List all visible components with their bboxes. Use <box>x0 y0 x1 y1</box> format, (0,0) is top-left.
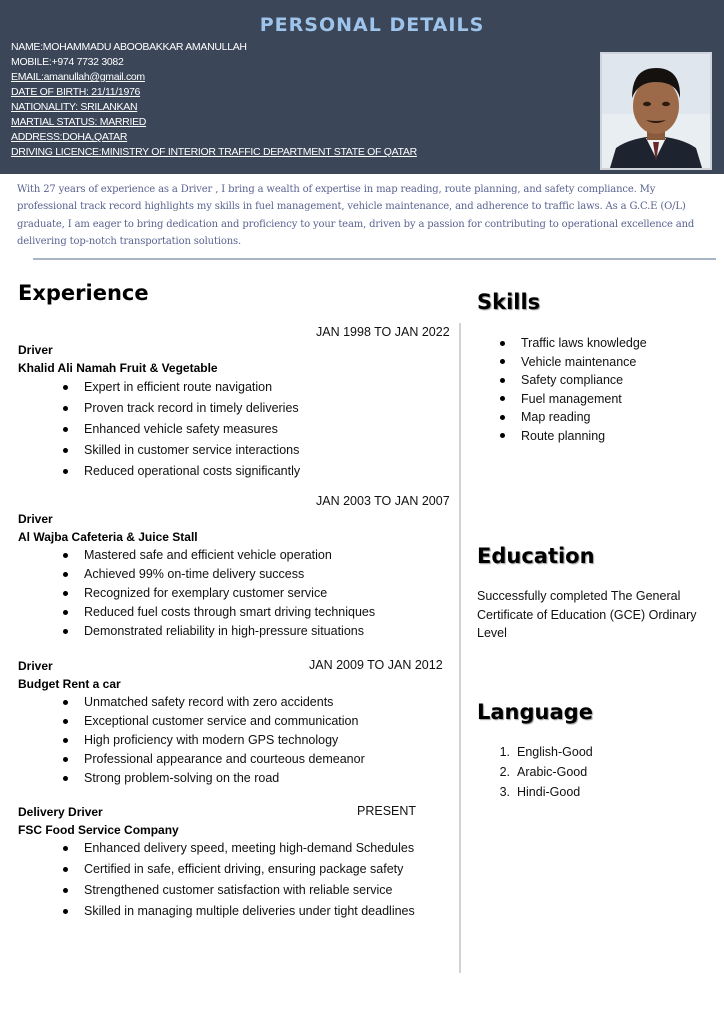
job-company: Budget Rent a car <box>18 677 121 691</box>
list-item: Map reading <box>499 408 647 427</box>
job-date: JAN 1998 TO JAN 2022 <box>316 325 450 339</box>
list-item: Fuel management <box>499 390 647 409</box>
list-item <box>488 782 593 802</box>
language-label: English-Good <box>517 745 593 759</box>
job-title: Driver <box>18 512 53 526</box>
list-item: Certified in safe, efficient driving, ensuring package safety <box>62 859 415 880</box>
language-label: Arabic-Good <box>517 765 588 779</box>
list-item: Enhanced vehicle safety measures <box>62 419 300 440</box>
list-item: Achieved 99% on-time delivery success <box>62 565 375 584</box>
list-item: Skilled in customer service interactions <box>62 440 300 461</box>
info-mobile: MOBILE:+974 7732 3082 <box>11 56 124 68</box>
list-item: Route planning <box>499 427 647 446</box>
job-date: JAN 2003 TO JAN 2007 <box>316 494 450 508</box>
list-item: Strong problem-solving on the road <box>62 769 365 788</box>
summary-divider <box>33 258 716 260</box>
job-bullets <box>62 546 375 641</box>
job-title: Delivery Driver <box>18 805 103 819</box>
job-bullets <box>62 377 300 482</box>
list-item: High proficiency with modern GPS technology <box>62 731 365 750</box>
skills-list <box>499 334 647 445</box>
job-title: Driver <box>18 343 53 357</box>
list-item: Mastered safe and efficient vehicle operation <box>62 546 375 565</box>
job-bullets <box>62 838 415 922</box>
list-item <box>488 762 593 782</box>
education-heading: Education <box>477 544 595 568</box>
job-company: FSC Food Service Company <box>18 823 179 837</box>
job-date: PRESENT <box>357 804 417 818</box>
info-nationality: NATIONALITY: SRILANKAN <box>11 101 138 113</box>
language-heading: Language <box>477 700 593 724</box>
list-item: Proven track record in timely deliveries <box>62 398 300 419</box>
column-divider <box>459 323 461 973</box>
list-item: Strengthened customer satisfaction with reliable service <box>62 880 415 901</box>
job-title: Driver <box>18 659 53 673</box>
list-number: 3. <box>499 785 510 799</box>
profile-photo <box>600 52 712 170</box>
info-name: NAME:MOHAMMADU ABOOBAKKAR AMANULLAH <box>11 41 247 53</box>
job-company: Khalid Ali Namah Fruit & Vegetable <box>18 361 218 375</box>
list-item: Skilled in managing multiple deliveries under tight deadlines <box>62 901 415 922</box>
experience-heading: Experience <box>18 281 149 305</box>
list-item: Reduced fuel costs through smart driving techniques <box>62 603 375 622</box>
list-item: Unmatched safety record with zero accidents <box>62 693 365 712</box>
list-item: Traffic laws knowledge <box>499 334 647 353</box>
list-item: Safety compliance <box>499 371 647 390</box>
info-date-of-birth: DATE OF BIRTH: 21/11/1976 <box>11 86 141 98</box>
info-marital-status: MARTIAL STATUS: MARRIED <box>11 116 147 128</box>
info-email[interactable]: EMAIL:amanullah@gmail.com <box>11 71 145 83</box>
person-portrait-icon <box>602 54 710 168</box>
list-number: 2. <box>499 765 510 779</box>
list-item <box>488 742 593 762</box>
list-number: 1. <box>499 745 510 759</box>
job-date: JAN 2009 TO JAN 2012 <box>309 658 443 672</box>
list-item: Professional appearance and courteous demeanor <box>62 750 365 769</box>
list-item: Expert in efficient route navigation <box>62 377 300 398</box>
list-item: Vehicle maintenance <box>499 353 647 372</box>
language-label: Hindi-Good <box>517 785 581 799</box>
job-bullets <box>62 693 365 788</box>
skills-heading: Skills <box>477 290 541 314</box>
professional-summary: With 27 years of experience as a Driver , I bring a wealth of expertise in map reading, route planning, and safety compliance. My professional track record highlights my skills in fuel management, vehicle maintenance, and adherence to traffic laws. As a G.C.E (O/L) graduate, I am eager to bring dedication and proficiency to your team, driven by a passion for contributing to operational excellence and delivering top-notch transportation solutions. <box>17 184 695 247</box>
personal-details-header <box>0 0 724 174</box>
info-address: ADDRESS:DOHA,QATAR <box>11 131 128 143</box>
language-list <box>488 742 593 802</box>
header-title: PERSONAL DETAILS <box>259 14 485 36</box>
personal-info-list <box>11 40 417 160</box>
info-driving-licence: DRIVING LICENCE:MINISTRY OF INTERIOR TRAFFIC DEPARTMENT STATE OF QATAR <box>11 146 417 158</box>
list-item: Enhanced delivery speed, meeting high-demand Schedules <box>62 838 415 859</box>
list-item: Demonstrated reliability in high-pressure situations <box>62 622 375 641</box>
list-item: Exceptional customer service and communication <box>62 712 365 731</box>
job-company: Al Wajba Cafeteria & Juice Stall <box>18 530 198 544</box>
education-text: Successfully completed The General Certificate of Education (GCE) Ordinary Level <box>477 589 697 640</box>
list-item: Reduced operational costs significantly <box>62 461 300 482</box>
list-item: Recognized for exemplary customer service <box>62 584 375 603</box>
